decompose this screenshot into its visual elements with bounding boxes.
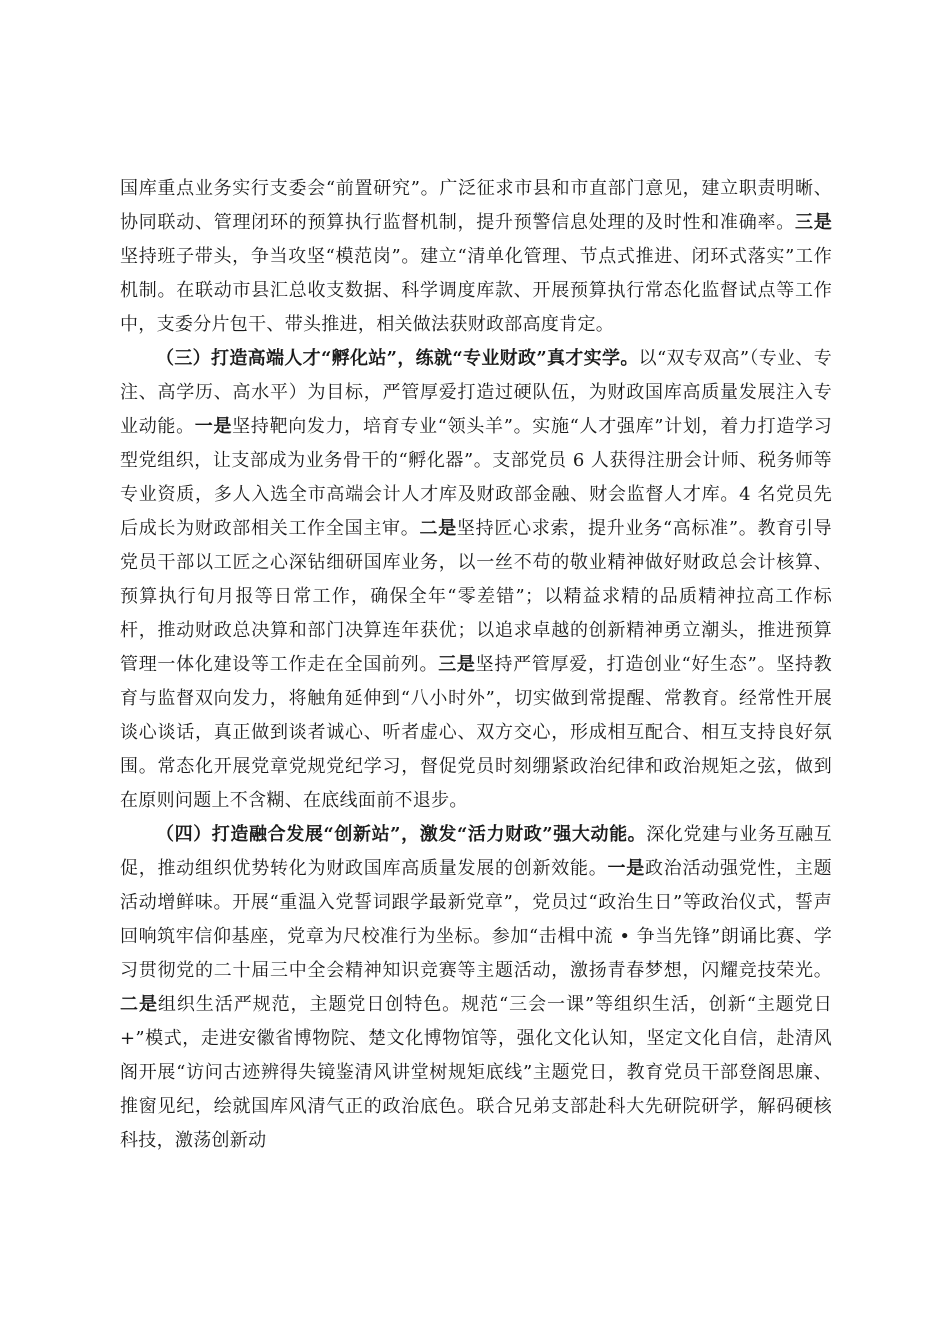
text-run: 政治活动强党性，主题活动增鲜味。开展“重温入党誓词跟学最新党章”，党员过“政治生日”等政治仪式，誓声回响筑牢信仰基座，党章为尺校准行为坐标。参加“击楫中流 • 争当先锋”朗诵比赛、学习贯彻党的二十届三中全会精神知识竞赛等主题活动，激扬青春梦想，闪耀竞技荣光。 (120, 858, 832, 981)
paragraph-section-3 (120, 342, 832, 818)
text-run: 坚持班子带头，争当攻坚“模范岗”。建立“清单化管理、节点式推进、闭环式落实”工作机制。在联动市县汇总收支数据、科学调度库款、开展预算执行常态化监督试点等工作中，支委分片包干、带头推进，相关做法获财政部高度肯定。 (120, 246, 832, 335)
section-heading: （四）打造融合发展“创新站”，激发“活力财政”强大动能。 (156, 824, 647, 845)
text-run-bold: 三是 (438, 654, 476, 675)
text-run: 深化党建与业务互融互促，推动组织优势转化为财政国库高质量发展的创新效能。 (120, 824, 833, 879)
text-run-bold: 二是 (419, 518, 457, 539)
paragraph-section-4 (120, 818, 832, 1158)
paragraph-continued (120, 172, 832, 342)
text-run-bold: 一是 (607, 858, 645, 879)
text-run: 坚持匠心求索，提升业务“高标准”。教育引导党员干部以工匠之心深钻细研国库业务，以一丝不苟的敬业精神做好财政总会计核算、预算执行旬月报等日常工作，确保全年“零差错”；以精益求精的品质精神拉高工作标杆，推动财政总决算和部门决算连年获优；以追求卓越的创新精神勇立潮头，推进预算管理一体化建设等工作走在全国前列。 (120, 518, 832, 675)
text-run: 国库重点业务实行支委会“前置研究”。广泛征求市县和市直部门意见，建立职责明晰、协同联动、管理闭环的预算执行监督机制，提升预警信息处理的及时性和准确率。 (120, 178, 832, 233)
text-run-bold: 二是 (120, 994, 158, 1015)
text-run: 坚持严管厚爱，打造创业“好生态”。坚持教育与监督双向发力，将触角延伸到“八小时外”，切实做到常提醒、常教育。经常性开展谈心谈话，真正做到谈者诚心、听者虚心、双方交心，形成相互配合、相互支持良好氛围。常态化开展党章党规党纪学习，督促党员时刻绷紧政治纪律和政治规矩之弦，做到在原则问题上不含糊、在底线面前不退步。 (120, 654, 832, 811)
text-run: 以“双专双高”（专业、专注、高学历、高水平）为目标，严管厚爱打造过硬队伍，为财政国库高质量发展注入专业动能。 (120, 348, 832, 437)
text-run: 组织生活严规范，主题党日创特色。规范“三会一课”等组织生活，创新“主题党日+”模式，走进安徽省博物院、楚文化博物馆等，强化文化认知，坚定文化自信，赴清风阁开展“访问古迹辨得失镜鉴清风讲堂树规矩底线”主题党日，教育党员干部登阁思廉、推窗见纪，绘就国库风清气正的政治底色。联合兄弟支部赴科大先研院研学，解码硬核科技，激荡创新动 (120, 994, 832, 1151)
text-run: 坚持靶向发力，培育专业“领头羊”。实施“人才强库”计划，着力打造学习型党组织，让支部成为业务骨干的“孵化器”。支部党员 6 人获得注册会计师、税务师等专业资质，多人入选全市高端会计人才库及财政部金融、财会监督人才库。4 名党员先后成长为财政部相关工作全国主审。 (120, 416, 832, 539)
section-heading: （三）打造高端人才“孵化站”，练就“专业财政”真才实学。 (156, 348, 639, 369)
text-run-bold: 三是 (794, 212, 833, 233)
text-run-bold: 一是 (194, 416, 233, 437)
document-body (120, 172, 832, 1158)
